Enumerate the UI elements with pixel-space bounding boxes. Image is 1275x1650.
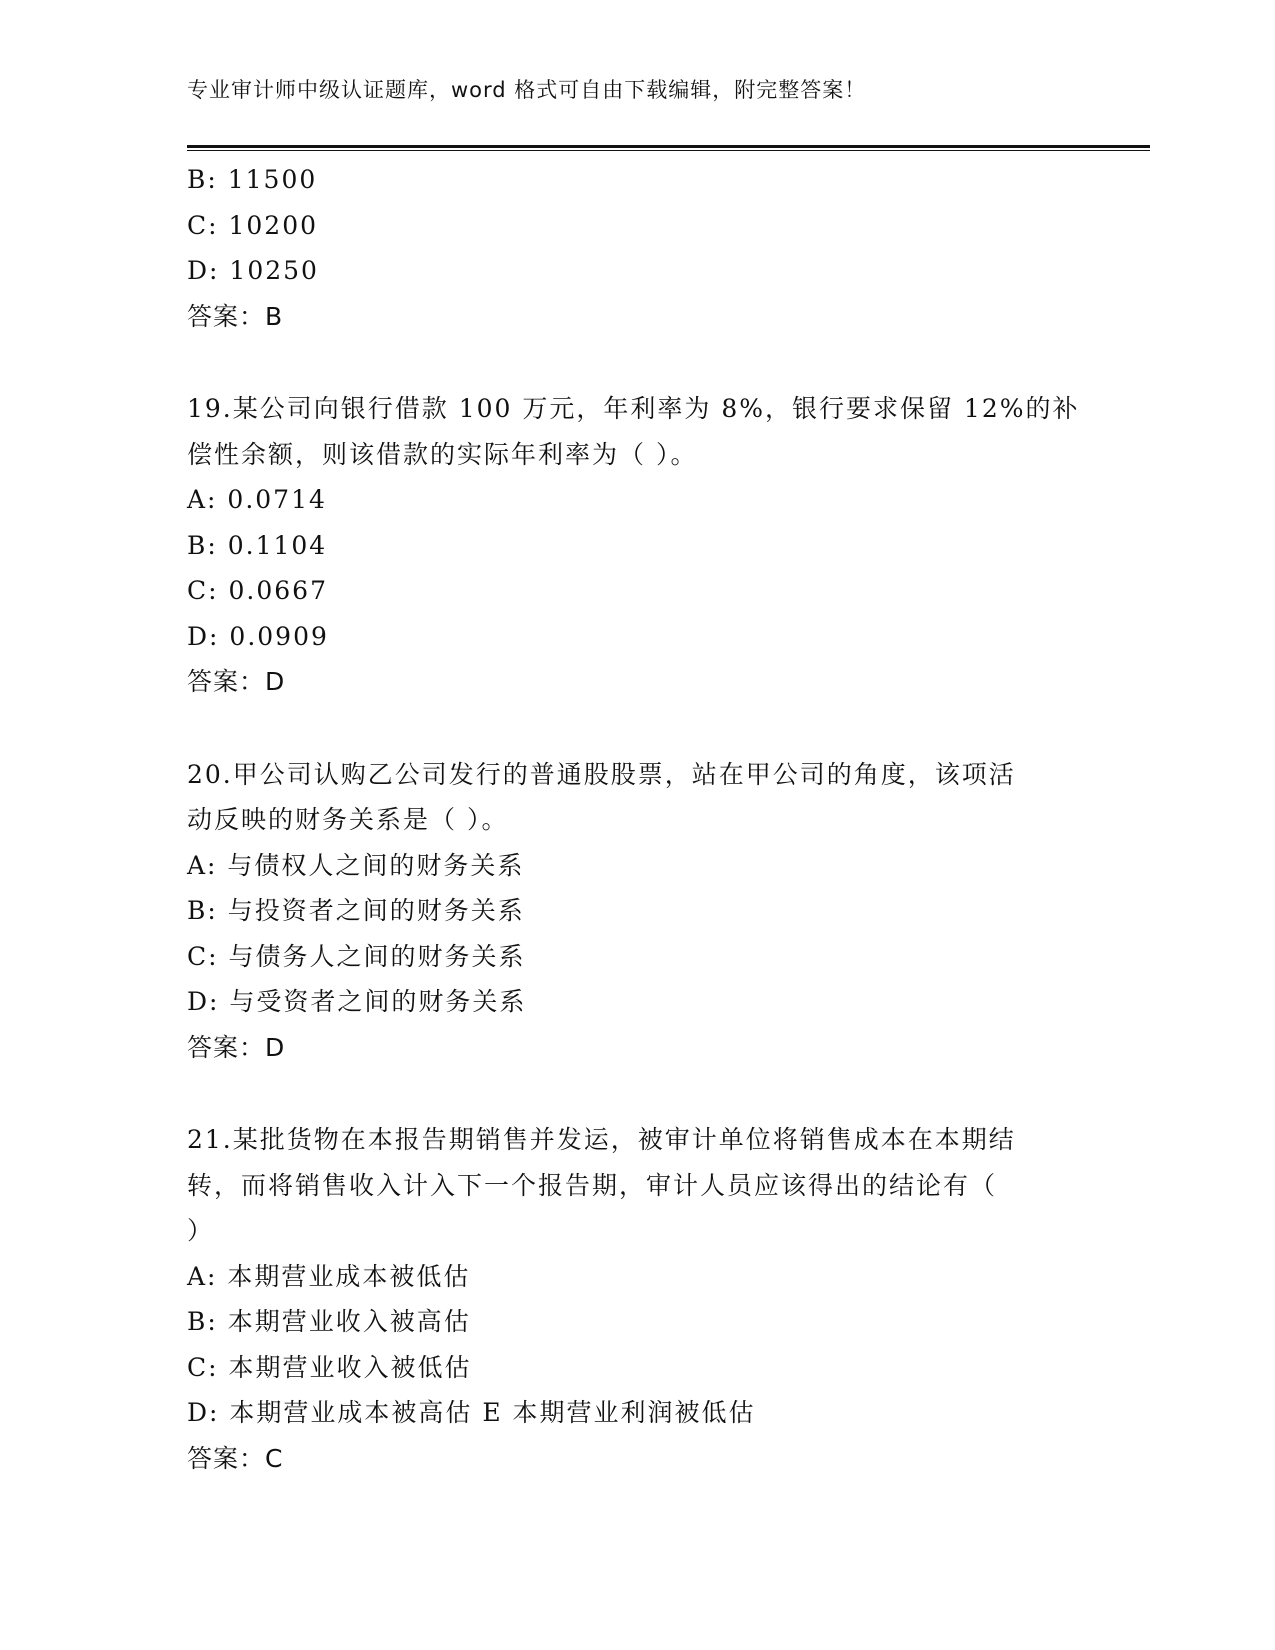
option-b: B: 与投资者之间的财务关系 [187, 896, 525, 925]
question-19 [187, 386, 1087, 705]
question-20 [187, 752, 1087, 1071]
option-b: B: 0.1104 [187, 530, 328, 560]
question-text-line: 偿性余额，则该借款的实际年利率为（ ）。 [187, 439, 698, 469]
header-rule-thick [187, 145, 1150, 148]
option-a: A: 与债权人之间的财务关系 [187, 850, 525, 880]
option-d: D: 0.0909 [187, 621, 329, 651]
question-text-line: ） [187, 1216, 215, 1245]
question-21 [187, 1117, 1087, 1481]
option-d: D: 10250 [187, 256, 319, 285]
option-c: C: 10200 [187, 210, 319, 240]
option-a: A: 本期营业成本被低估 [187, 1261, 471, 1291]
question-list [187, 157, 1087, 1481]
answer: 答案：C [187, 1443, 284, 1473]
question-text-line: 21.某批货物在本报告期销售并发运，被审计单位将销售成本在本期结 [187, 1125, 1016, 1154]
question-text-line: 动反映的财务关系是（ ）。 [187, 805, 509, 834]
option-a: A: 0.0714 [187, 485, 327, 514]
answer: 答案：D [187, 1032, 286, 1062]
question-text-line: 19.某公司向银行借款 100 万元，年利率为 8%，银行要求保留 12%的补 [187, 394, 1080, 423]
option-b: B: 11500 [187, 165, 318, 194]
page-header: 专业审计师中级认证题库，word 格式可自由下载编辑，附完整答案！ [187, 78, 867, 102]
question-18-tail [187, 157, 1087, 339]
option-b: B: 本期营业收入被高估 [187, 1307, 471, 1336]
answer: 答案：D [187, 667, 286, 696]
option-c: C: 0.0667 [187, 576, 328, 605]
header-rule-thin [187, 150, 1150, 151]
option-d: D: 本期营业成本被高估 E 本期营业利润被低估 [187, 1398, 756, 1427]
answer: 答案：B [187, 301, 284, 331]
question-text-line: 20.甲公司认购乙公司发行的普通股股票，站在甲公司的角度，该项活 [187, 759, 1016, 789]
option-c: C: 本期营业收入被低估 [187, 1352, 472, 1382]
question-text-line: 转，而将销售收入计入下一个报告期，审计人员应该得出的结论有（ [187, 1170, 998, 1200]
option-d: D: 与受资者之间的财务关系 [187, 987, 527, 1016]
option-c: C: 与债务人之间的财务关系 [187, 941, 526, 971]
